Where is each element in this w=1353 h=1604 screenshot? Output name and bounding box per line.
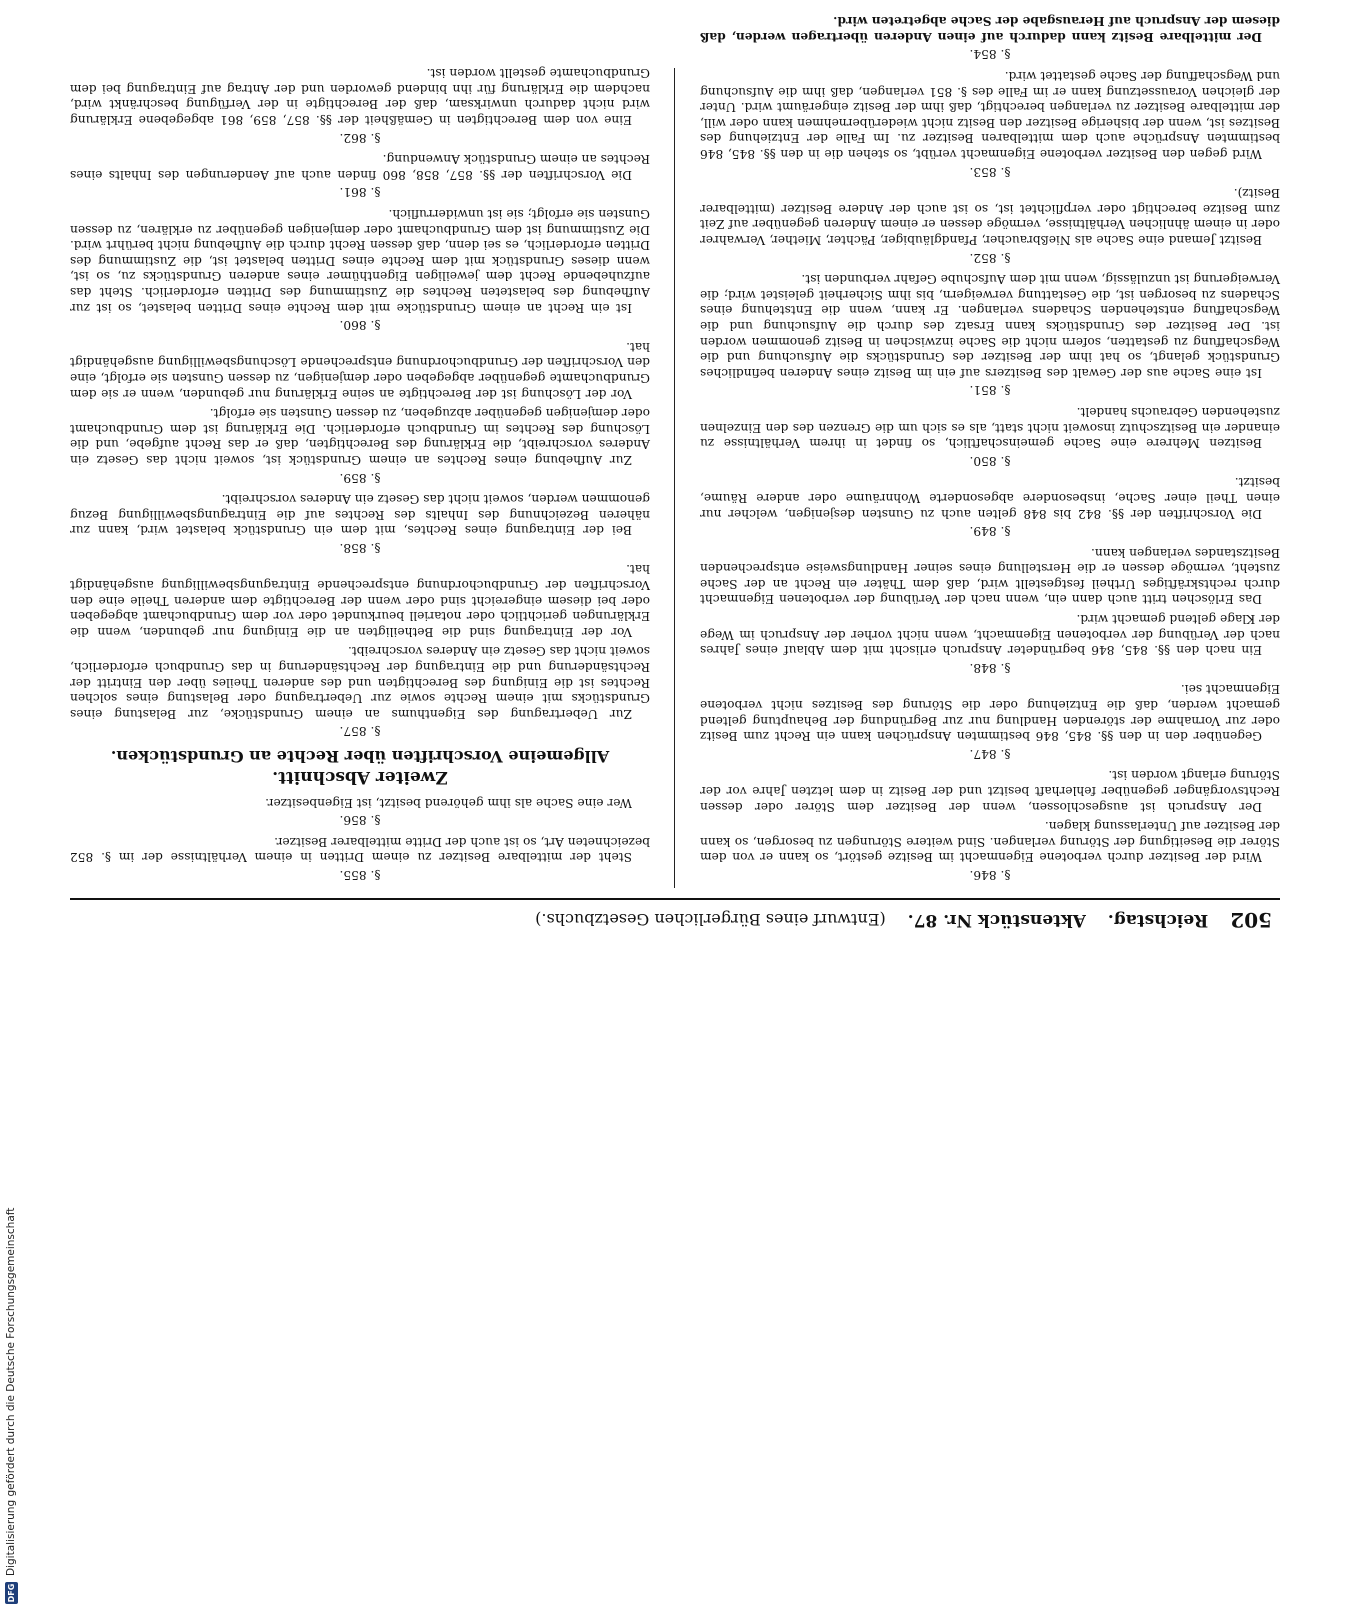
paragraph: Besitzt Jemand eine Sache als Nießbraucher, Pfandgläubiger, Pächter, Miether, Verwahrer oder in einem ähnlichen Verhältnisse, vermöge dessen er einem Anderen gegenüber auf Zeit zum Besitze berechtigt oder verpflichtet ist, so ist auch der Andere Besitzer (mittelbarer Besitz). bbox=[700, 186, 1280, 248]
section-number: §. 852. bbox=[969, 250, 1011, 265]
paragraph: Zur Uebertragung des Eigenthums an einem Grundstücke, zur Belastung eines Grundstücks mit einem Rechte sowie zur Uebertragung oder Belastung eines solchen Rechtes ist die Einigung des Berechtigten und des anderen Theiles über den Eintritt der Rechtsänderung und die Eintragung der Rechtsänderung in das Grundbuch erforderlich, soweit nicht das Gesetz ein Anderes vorschreibt. bbox=[70, 644, 650, 721]
paragraph: Das Erlöschen tritt auch dann ein, wenn nach der Verübung der verbotenen Eigenmacht durch rechtskräftiges Urtheil festgestellt wird, daß dem Thäter ein Recht an der Sache zusteht, vermöge dessen er die Herstellung eines seiner Handlungsweise entsprechenden Besitzstandes verlangen kann. bbox=[700, 545, 1280, 607]
section-number: §. 848. bbox=[969, 660, 1011, 675]
section-number: §. 857. bbox=[339, 724, 381, 739]
document-reference: Aktenstück Nr. 87. bbox=[907, 910, 1086, 930]
section-number: §. 860. bbox=[339, 318, 381, 333]
paragraph: Wird gegen den Besitzer verbotene Eigenmacht verübt, so stehen die in den §§. 845, 846 bestimmten Ansprüche auch dem mittelbaren Besitzer zu. Im Falle der Entziehung des Besitzes ist, wenn der bisherige Besitzer den Besitz nicht wiederübernehmen kann oder will, der mittelbare Besitzer zu verlangen berechtigt, daß ihm der Besitz eingeräumt wird. Unter der gleichen Voraussetzung kann er im Falle des §. 851 verlangen, daß ihm die Aufsuchung und Wegschaffung der Sache gestattet wird. bbox=[700, 69, 1280, 162]
paragraph: Wird der Besitzer durch verbotene Eigenmacht im Besitze gestört, so kann er von dem Störer die Beseitigung der Störung verlangen. Sind weitere Störungen zu besorgen, so kann der Besitzer auf Unterlassung klagen. bbox=[700, 819, 1280, 865]
paragraph: Die Vorschriften der §§. 857, 858, 860 finden auch auf Aenderungen des Inhalts eines Rechtes an einem Grundstück Anwendung. bbox=[70, 152, 650, 182]
paragraph: Ist ein Recht an einem Grundstücke mit dem Rechte eines Dritten belastet, so ist zur Aufhebung des belasteten Rechtes die Zustimmung des Dritten erforderlich. Steht das aufzuhebende Recht dem jeweiligen Eigenthümer eines anderen Grundstücks zu, so ist, wenn dieses Grundstück mit dem Rechte eines Dritten belastet ist, die Zustimmung des Dritten erforderlich, es sei denn, daß dessen Recht durch die Aufhebung nicht berührt wird. Die Zustimmung ist dem Grundbuchamt oder demjenigen gegenüber zu erklären, zu dessen Gunsten sie erfolgt; sie ist unwiderruflich. bbox=[70, 207, 650, 315]
column-divider bbox=[674, 68, 675, 888]
page-number: 502 bbox=[1230, 908, 1272, 932]
section-number: §. 846. bbox=[969, 868, 1011, 882]
paragraph: Der mittelbare Besitz kann dadurch auf einen Anderen übertragen werden, daß diesem der Anspruch auf Herausgabe der Sache abgetreten wird. bbox=[700, 14, 1280, 44]
section-number: §. 859. bbox=[339, 470, 381, 485]
paragraph: Zur Aufhebung eines Rechtes an einem Grundstück ist, soweit nicht das Gesetz ein Anderes vorschreibt, die Erklärung des Berechtigten, daß er das Recht aufgebe, und die Löschung des Rechtes im Grundbuch erforderlich. Die Erklärung ist dem Grundbuchamt oder demjenigen gegenüber abzugeben, zu dessen Gunsten sie erfolgt. bbox=[70, 406, 650, 467]
paragraph: Gegenüber den in den §§. 845, 846 bestimmten Ansprüchen kann ein Recht zum Besitz oder zur Vornahme der störenden Handlung nur zur Begründung der Behauptung geltend gemacht werden, daß die Entziehung oder die Störung des Besitzes nicht verbotene Eigenmacht sei. bbox=[700, 682, 1280, 744]
subsection-title: Zweiter Abschnitt. bbox=[272, 767, 448, 788]
footer-sidebar bbox=[0, 0, 24, 1603]
paragraph: Vor der Eintragung sind die Betheiligten an die Einigung nur gebunden, wenn die Erklärungen gerichtlich oder notariell beurkundet oder vor dem Grundbuchamt abgegeben oder bei diesem eingereicht sind oder wenn der Berechtigte dem anderen Theile eine den Vorschriften der Grundbuchordnung entsprechende Eintragungsbewilligung ausgehändigt hat. bbox=[70, 562, 650, 639]
page-header bbox=[70, 898, 1280, 940]
journal-name: Reichstag. bbox=[1107, 910, 1209, 930]
paragraph: Ist eine Sache aus der Gewalt des Besitzers auf ein im Besitz eines Anderen befindliches Grundstück gelangt, so hat ihm der Besitzer des Grundstücks die Aufsuchung und die Wegschaffung zu gestatten, sofern nicht die Sache inzwischen in Besitz genommen worden ist. Der Besitzer des Grundstücks kann Ersatz des durch die Aufsuchung und die Wegschaffung entstehenden Schadens verlangen. Er kann, wenn die Entstehung eines Schadens zu besorgen ist, die Gestattung verweigern, bis ihm Sicherheit geleistet wird; die Verweigerung ist unzulässig, wenn mit dem Aufschube Gefahr verbunden ist. bbox=[700, 272, 1280, 380]
section-number: §. 862. bbox=[339, 130, 381, 145]
section-number: §. 849. bbox=[969, 524, 1011, 539]
document-title: (Entwurf eines Bürgerlichen Gesetzbuchs.) bbox=[535, 910, 886, 930]
section-number: §. 858. bbox=[339, 540, 381, 555]
subsection-heading: Allgemeine Vorschriften über Rechte an Grundstücken. bbox=[110, 747, 610, 767]
section-number: §. 855. bbox=[339, 868, 381, 882]
document-page bbox=[70, 14, 1280, 940]
section-number: §. 861. bbox=[339, 185, 381, 200]
paragraph: Vor der Löschung ist der Berechtigte an seine Erklärung nur gebunden, wenn er sie dem Grundbuchamte gegenüber abgegeben oder demjenigen, zu dessen Gunsten sie erfolgt, eine den Vorschriften der Grundbuchordnung entsprechende Löschungsbewilligung ausgehändigt hat. bbox=[70, 339, 650, 401]
left-text-column bbox=[700, 14, 1280, 888]
dfg-logo: DFG bbox=[6, 1583, 16, 1603]
section-number: §. 850. bbox=[969, 453, 1011, 468]
paragraph: Wer eine Sache als ihm gehörend besitzt, ist Eigenbesitzer. bbox=[265, 795, 632, 810]
section-number: §. 851. bbox=[969, 383, 1011, 398]
section-number: §. 847. bbox=[969, 746, 1011, 761]
digitization-credit bbox=[0, 604, 22, 1604]
paragraph: Der Anspruch ist ausgeschlossen, wenn der Besitzer dem Störer oder dessen Rechtsvorgänger gegenüber fehlerhaft besitzt und der Besitz in dem letzten Jahre vor der Störung erlangt worden ist. bbox=[700, 768, 1280, 814]
credit-text: Digitalisierung gefördert durch die Deutsche Forschungsgemeinschaft bbox=[5, 1207, 17, 1576]
paragraph: Besitzen Mehrere eine Sache gemeinschaftlich, so findet in ihrem Verhältnisse zu einander ein Besitzschutz insoweit nicht statt, als es sich um die Grenzen des den Einzelnen zustehenden Gebrauchs handelt. bbox=[700, 404, 1280, 451]
paragraph: Bei der Eintragung eines Rechtes, mit dem ein Grundstück belastet wird, kann zur näheren Bezeichnung des Inhalts des Rechtes auf die Eintragungsbewilligung Bezug genommen werden, soweit nicht das Gesetz ein Anderes vorschreibt. bbox=[70, 492, 650, 538]
paragraph: Die Vorschriften der §§. 842 bis 848 gelten auch zu Gunsten desjenigen, welcher nur einen Theil einer Sache, insbesondere abgesonderte Wohnräume oder andere Räume, besitzt. bbox=[700, 475, 1280, 521]
section-number: §. 853. bbox=[969, 164, 1011, 179]
paragraph: Ein nach den §§. 845, 846 begründeter Anspruch erlischt mit dem Ablauf eines Jahres nach der Verübung der verbotenen Eigenmacht, wenn nicht vorher der Anspruch im Wege der Klage geltend gemacht wird. bbox=[700, 612, 1280, 658]
right-text-column bbox=[70, 68, 650, 888]
paragraph: Eine von dem Berechtigten in Gemäßheit der §§. 857, 859, 861 abgegebene Erklärung wird nicht dadurch unwirksam, daß der Berechtigte in der Verfügung beschränkt wird, nachdem die Erklärung für ihn bindend geworden und der Antrag auf Eintragung bei dem Grundbuchamte gestellt worden ist. bbox=[70, 66, 650, 128]
section-number: §. 856. bbox=[339, 813, 381, 828]
section-number: §. 854. bbox=[969, 47, 1011, 62]
paragraph: Steht der mittelbare Besitzer zu einem Dritten in einem Verhältnisse der im §. 852 bezeichneten Art, so ist auch der Dritte mittelbarer Besitzer. bbox=[70, 834, 650, 865]
